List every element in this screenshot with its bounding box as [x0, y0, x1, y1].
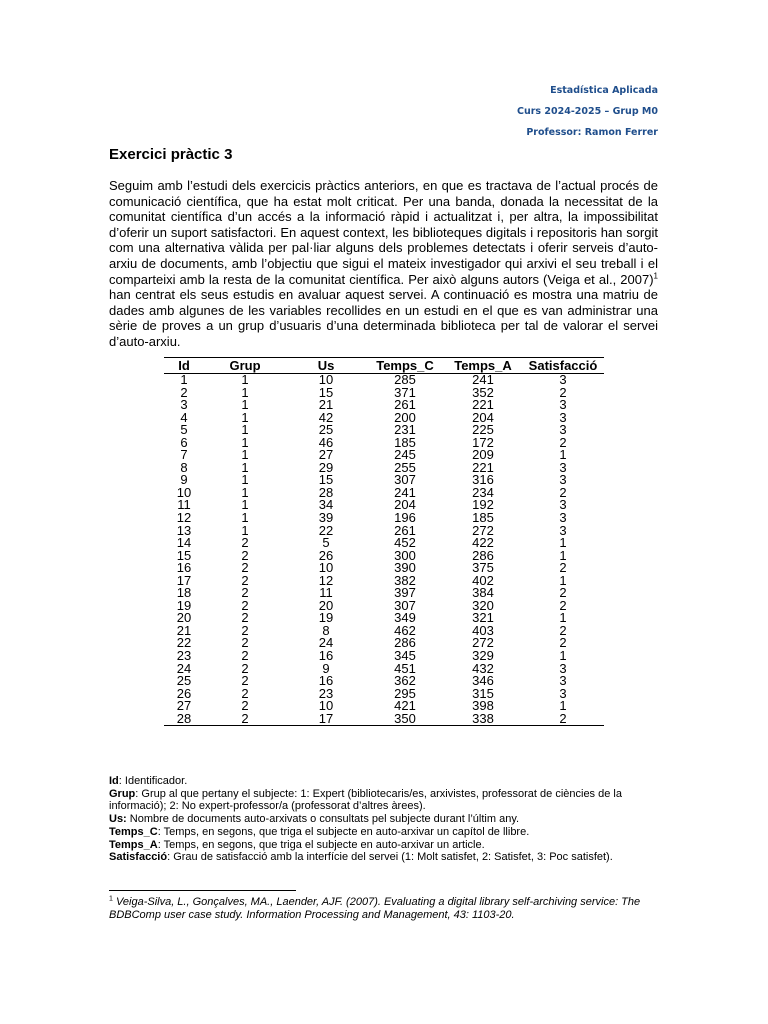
- table-row: [164, 600, 604, 613]
- definition-term: Us:: [109, 813, 127, 826]
- table-cell: 185: [472, 510, 494, 526]
- course-term: Curs 2024-2025 – Grup M0: [517, 106, 658, 117]
- table-cell: 421: [394, 698, 416, 714]
- intro-text-part1: Seguim amb l’estudi dels exercicis pràctics anteriors, en que es tractava de l’actual procés de comunicació científica, que ha estat molt criticat. Per una banda, donada la necessitat de la comunitat científica d’un accés a la informació ràpid i actualitzat i, per altra, la impossibilitat d’oferir un suport satisfactori. En aquest context, les biblioteques digitals i repositoris han sorgit com una alternativa vàlida per pal·liar alguns dels problemes detectats i oferir serveis d’auto-arxiu de documents, amb l’objectiu que sigui el mateix investigador qui arxivi el seu treball i el comparteixi amb la resta de la comunitat científica. Per això alguns autors (Veiga et al., 2007): [109, 178, 658, 287]
- table-cell: 204: [472, 409, 494, 425]
- table-row: [164, 474, 604, 487]
- table-cell: 2: [241, 698, 249, 714]
- table-row: [164, 537, 604, 550]
- table-cell: 234: [472, 484, 494, 500]
- table-cell: 7: [180, 447, 188, 463]
- table-cell: 451: [394, 660, 416, 676]
- table-cell: 1: [559, 547, 567, 563]
- table-cell: 3: [559, 673, 567, 689]
- table-cell: 300: [394, 547, 416, 563]
- definition-text: : Temps, en segons, que triga el subjecte en auto-arxivar un article.: [157, 838, 485, 851]
- definition-text: : Identificador.: [118, 775, 188, 787]
- table-cell: 26: [176, 685, 192, 701]
- table-cell: 321: [472, 610, 494, 626]
- table-cell: 1: [241, 472, 249, 488]
- table-cell: 295: [394, 685, 416, 701]
- table-cell: 2: [241, 572, 249, 588]
- table-row: [164, 612, 604, 625]
- table-cell: 1: [241, 484, 249, 500]
- table-cell: 18: [176, 585, 192, 601]
- table-cell: 3: [559, 472, 567, 488]
- table-cell: 225: [472, 422, 494, 438]
- table-cell: 2: [559, 434, 567, 450]
- table-cell: 1: [241, 497, 249, 513]
- table-cell: 329: [472, 648, 494, 664]
- table-cell: 28: [318, 484, 334, 500]
- table-cell: 185: [394, 434, 416, 450]
- table-cell: 16: [318, 648, 334, 664]
- table-cell: 1: [241, 522, 249, 538]
- table-cell: 3: [559, 660, 567, 676]
- table-cell: 272: [472, 522, 494, 538]
- definition-term: Grup: [109, 787, 136, 800]
- table-cell: 1: [180, 372, 188, 387]
- table-cell: 2: [241, 660, 249, 676]
- table-row: [164, 374, 604, 387]
- table-cell: 20: [318, 597, 334, 613]
- table-row: [164, 587, 604, 600]
- table-cell: 231: [394, 422, 416, 438]
- table-cell: 3: [559, 422, 567, 438]
- definition-text: : Temps, en segons, que triga el subjecte en auto-arxivar un capítol de llibre.: [157, 825, 530, 838]
- table-cell: 192: [472, 497, 494, 513]
- footnote-divider: [109, 890, 296, 891]
- table-header-row: [164, 358, 604, 374]
- column-header: Us: [286, 358, 366, 374]
- intro-text-part2: han centrat els seus estudis en avaluar aquest servei. A continuació es mostra una matriu de dades amb algunes de les variables recollides en un estudi en el que es van administrar una sèrie de proves a un grup d’usuaris d’una determinada biblioteca per tal de valorar el servei d’auto-arxiu.: [109, 287, 658, 349]
- table-cell: 11: [177, 497, 191, 513]
- table-cell: 20: [176, 610, 192, 626]
- table-cell: 8: [180, 459, 188, 475]
- table-cell: 261: [394, 522, 416, 538]
- table-cell: 320: [472, 597, 494, 613]
- definition-term: Id: [109, 775, 119, 787]
- table-cell: 338: [444, 713, 522, 726]
- table-cell: 3: [559, 522, 567, 538]
- table-cell: 27: [318, 447, 334, 463]
- table-cell: 1: [241, 434, 249, 450]
- table-cell: 28: [164, 713, 204, 726]
- intro-paragraph: [109, 178, 658, 350]
- table-cell: 19: [176, 597, 192, 613]
- table-cell: 245: [394, 447, 416, 463]
- table-cell: 1: [559, 648, 567, 664]
- table-cell: 2: [559, 484, 567, 500]
- table-cell: 2: [559, 585, 567, 601]
- table-cell: 46: [318, 434, 334, 450]
- table-cell: 204: [394, 497, 416, 513]
- definition-term: Temps_C: [109, 825, 158, 838]
- table-row: [164, 650, 604, 663]
- table-cell: 255: [394, 459, 416, 475]
- table-cell: 241: [394, 484, 416, 500]
- table-cell: 42: [318, 409, 334, 425]
- table-cell: 19: [318, 610, 334, 626]
- table-row: [164, 550, 604, 563]
- footnote-mark: 1: [109, 895, 113, 903]
- table-cell: 4: [180, 409, 188, 425]
- table-cell: 307: [394, 597, 416, 613]
- table-cell: 9: [180, 472, 188, 488]
- table-cell: 34: [318, 497, 334, 513]
- table-cell: 1: [241, 397, 249, 413]
- column-header: Satisfacció: [522, 358, 604, 374]
- table-cell: 17: [286, 713, 366, 726]
- table-cell: 27: [176, 698, 192, 714]
- table-cell: 1: [241, 459, 249, 475]
- definition-item: [109, 839, 661, 852]
- table-cell: 2: [241, 585, 249, 601]
- footnote-text: Veiga-Silva, L., Gonçalves, MA., Laender, AJF. (2007). Evaluating a digital library self-archiving service: The BDBComp user case study. Information Processing and Management, 43: 1103-20.: [109, 896, 641, 921]
- table-cell: 21: [318, 397, 334, 413]
- table-row: [164, 700, 604, 713]
- table-cell: 403: [472, 622, 494, 638]
- table-row: [164, 387, 604, 400]
- table-cell: 1: [559, 698, 567, 714]
- table-cell: 221: [472, 397, 494, 413]
- table-cell: 1: [559, 610, 567, 626]
- table-cell: 200: [394, 409, 416, 425]
- table-row: [164, 512, 604, 525]
- table-cell: 196: [394, 510, 416, 526]
- table-cell: 1: [241, 372, 249, 387]
- data-matrix-table: [164, 357, 604, 726]
- table-cell: 2: [559, 384, 567, 400]
- table-cell: 16: [318, 673, 334, 689]
- table-cell: 2: [241, 610, 249, 626]
- table-cell: 272: [472, 635, 494, 651]
- table-row: [164, 449, 604, 462]
- table-cell: 10: [176, 484, 192, 500]
- table-row: [164, 637, 604, 650]
- table-cell: 10: [318, 372, 334, 387]
- table-cell: 1: [559, 572, 567, 588]
- table-cell: 2: [559, 560, 567, 576]
- table-cell: 11: [319, 585, 333, 601]
- table-cell: 3: [559, 409, 567, 425]
- table-cell: 17: [176, 572, 192, 588]
- table-cell: 2: [241, 673, 249, 689]
- table-cell: 3: [559, 685, 567, 701]
- table-cell: 22: [176, 635, 192, 651]
- table-cell: 9: [322, 660, 330, 676]
- table-cell: 221: [472, 459, 494, 475]
- table-cell: 2: [241, 685, 249, 701]
- definition-text: : Grup al que pertany el subjecte: 1: Expert (bibliotecaris/es, arxivistes, professorat de ciències de la informació); 2: No expert-professor/a (professorat d’altres àrees).: [109, 787, 622, 813]
- table-cell: 2: [241, 560, 249, 576]
- table-cell: 2: [241, 597, 249, 613]
- table-cell: 15: [318, 472, 334, 488]
- table-cell: 1: [241, 447, 249, 463]
- table-cell: 2: [241, 622, 249, 638]
- table-cell: 23: [318, 685, 334, 701]
- table-cell: 2: [241, 635, 249, 651]
- table-cell: 1: [559, 535, 567, 551]
- table-row: [164, 487, 604, 500]
- table-cell: 349: [394, 610, 416, 626]
- table-cell: 24: [318, 635, 334, 651]
- table-cell: 382: [394, 572, 416, 588]
- table-row: [164, 399, 604, 412]
- table-row: [164, 713, 604, 726]
- column-header: Id: [164, 358, 204, 374]
- definition-text: Nombre de documents auto-arxivats o consultats pel subjecte durant l’últim any.: [126, 813, 520, 826]
- table-row: [164, 525, 604, 538]
- table-cell: 3: [559, 372, 567, 387]
- table-row: [164, 424, 604, 437]
- table-cell: 15: [318, 384, 334, 400]
- table-cell: 14: [176, 535, 192, 551]
- table-cell: 26: [318, 547, 334, 563]
- table-cell: 3: [559, 459, 567, 475]
- table-cell: 172: [472, 434, 494, 450]
- table-cell: 345: [394, 648, 416, 664]
- table-cell: 22: [318, 522, 334, 538]
- table-cell: 346: [472, 673, 494, 689]
- definition-item: [109, 788, 661, 813]
- table-row: [164, 575, 604, 588]
- table-cell: 422: [472, 535, 494, 551]
- definition-item: [109, 813, 661, 826]
- table-cell: 362: [394, 673, 416, 689]
- table-cell: 285: [394, 372, 416, 387]
- table-cell: 350: [366, 713, 444, 726]
- table-cell: 10: [318, 698, 334, 714]
- table-cell: 209: [472, 447, 494, 463]
- table-cell: 25: [176, 673, 192, 689]
- table-cell: 286: [394, 635, 416, 651]
- table-cell: 2: [559, 597, 567, 613]
- table-cell: 3: [559, 497, 567, 513]
- table-cell: 3: [180, 397, 188, 413]
- table-cell: 402: [472, 572, 494, 588]
- table-row: [164, 499, 604, 512]
- table-cell: 286: [472, 547, 494, 563]
- table-row: [164, 663, 604, 676]
- document-header: [517, 84, 658, 147]
- column-header: Temps_C: [366, 358, 444, 374]
- table-cell: 462: [394, 622, 416, 638]
- table-row: [164, 462, 604, 475]
- table-cell: 1: [241, 384, 249, 400]
- table-cell: 2: [559, 635, 567, 651]
- table-cell: 398: [472, 698, 494, 714]
- table-row: [164, 412, 604, 425]
- definition-item: [109, 826, 661, 839]
- table-cell: 10: [318, 560, 334, 576]
- table-cell: 25: [318, 422, 334, 438]
- table-cell: 2: [241, 648, 249, 664]
- definition-item: [109, 851, 661, 864]
- table-cell: 12: [176, 510, 192, 526]
- variable-definitions: [109, 775, 661, 864]
- table-cell: 390: [394, 560, 416, 576]
- column-header: Temps_A: [444, 358, 522, 374]
- table-cell: 397: [394, 585, 416, 601]
- table-cell: 21: [176, 622, 192, 638]
- table-cell: 452: [394, 535, 416, 551]
- definition-term: Temps_A: [109, 838, 158, 851]
- course-name: Estadística Aplicada: [550, 85, 658, 96]
- table-cell: 13: [176, 522, 192, 538]
- table-row: [164, 625, 604, 638]
- table-cell: 307: [394, 472, 416, 488]
- table-cell: 432: [472, 660, 494, 676]
- table-cell: 261: [394, 397, 416, 413]
- table-cell: 2: [204, 713, 286, 726]
- table-cell: 316: [472, 472, 494, 488]
- table-cell: 384: [472, 585, 494, 601]
- table-row: [164, 437, 604, 450]
- table-cell: 2: [241, 547, 249, 563]
- table-cell: 2: [241, 535, 249, 551]
- table-cell: 3: [559, 510, 567, 526]
- definition-term: Satisfacció: [109, 851, 168, 864]
- table-cell: 15: [176, 547, 192, 563]
- table-cell: 2: [180, 384, 188, 400]
- definition-item: [109, 775, 661, 788]
- table-cell: 16: [176, 560, 192, 576]
- table-cell: 241: [472, 372, 494, 387]
- table-row: [164, 562, 604, 575]
- table-cell: 5: [322, 535, 330, 551]
- footnote-reference: 1: [653, 271, 658, 281]
- footnote: [109, 896, 661, 922]
- table-cell: 2: [522, 713, 604, 726]
- table-body: [164, 374, 604, 726]
- table-row: [164, 675, 604, 688]
- table-cell: 23: [176, 648, 192, 664]
- table-cell: 315: [472, 685, 494, 701]
- table-cell: 12: [318, 572, 334, 588]
- page-title: Exercici pràctic 3: [109, 146, 233, 163]
- table-cell: 371: [394, 384, 416, 400]
- table-cell: 1: [241, 409, 249, 425]
- table-cell: 24: [176, 660, 192, 676]
- definition-text: : Grau de satisfacció amb la interfície del servei (1: Molt satisfet, 2: Satisfet, 3: Poc satisfet).: [167, 851, 613, 864]
- table-cell: 29: [318, 459, 334, 475]
- column-header: Grup: [204, 358, 286, 374]
- table-cell: 39: [318, 510, 334, 526]
- table-cell: 3: [559, 397, 567, 413]
- table-cell: 8: [322, 622, 330, 638]
- table-cell: 1: [559, 447, 567, 463]
- table-cell: 1: [241, 422, 249, 438]
- professor-name: Professor: Ramon Ferrer: [526, 127, 658, 138]
- table-cell: 352: [472, 384, 494, 400]
- table-cell: 375: [472, 560, 494, 576]
- table-cell: 2: [559, 622, 567, 638]
- table-cell: 5: [180, 422, 188, 438]
- table-row: [164, 688, 604, 701]
- table-cell: 1: [241, 510, 249, 526]
- table-cell: 6: [180, 434, 188, 450]
